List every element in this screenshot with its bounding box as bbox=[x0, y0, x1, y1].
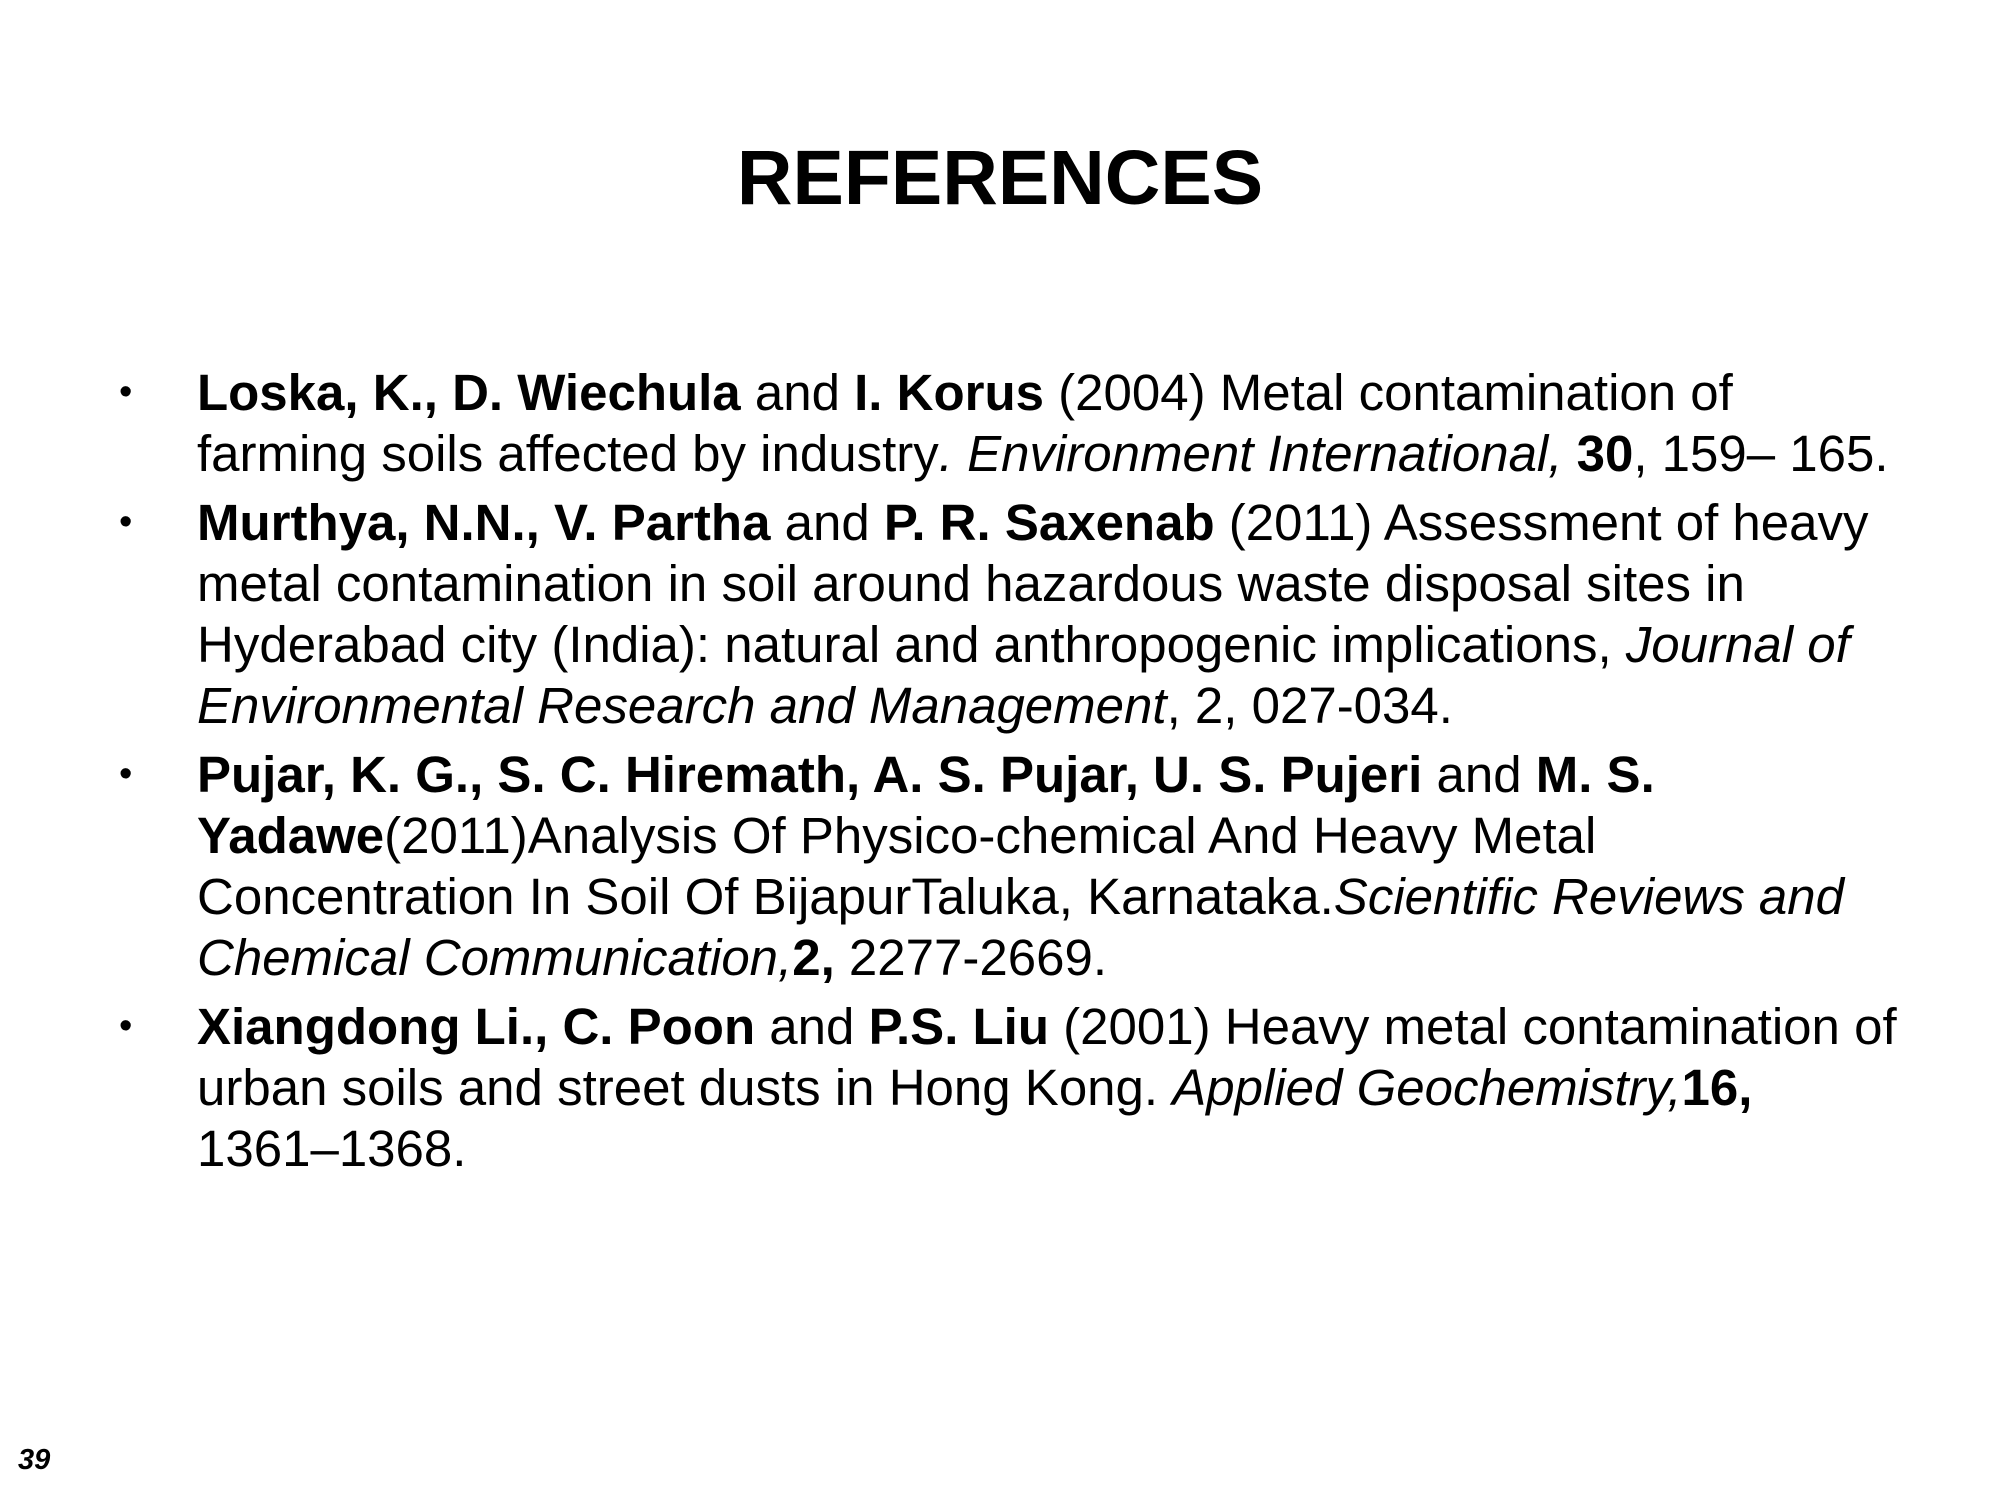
reference-list bbox=[119, 362, 1897, 1187]
reference-body: (2011) Assessment of heavy metal contamination in soil around hazardous waste disposal sites in Hyderabad city (India): natural and anthropogenic implications, bbox=[197, 494, 1869, 673]
reference-authors: P. R. Saxenab bbox=[883, 494, 1215, 551]
reference-pages: 2277-2669. bbox=[834, 929, 1107, 986]
reference-volume: 2, bbox=[792, 929, 835, 986]
reference-conjunction: and bbox=[755, 998, 869, 1055]
reference-item-loska bbox=[119, 362, 1897, 484]
reference-authors: M. S. Yadawe bbox=[197, 746, 1655, 864]
reference-authors: I. Korus bbox=[854, 364, 1044, 421]
reference-volume: 16, bbox=[1681, 1059, 1753, 1116]
reference-pages: , 159– 165. bbox=[1633, 425, 1889, 482]
reference-journal: Applied Geochemistry, bbox=[1172, 1059, 1682, 1116]
reference-pages: , 2, 027-034. bbox=[1166, 677, 1453, 734]
reference-authors: Pujar, K. G., S. C. Hiremath, A. S. Pujar, U. S. Pujeri bbox=[197, 746, 1423, 803]
page-title: REFERENCES bbox=[736, 135, 1264, 221]
page-number: 39 bbox=[18, 1444, 51, 1476]
reference-pages: 1361–1368. bbox=[197, 1120, 467, 1177]
reference-authors: P.S. Liu bbox=[868, 998, 1050, 1055]
reference-journal: . Environment International, bbox=[938, 425, 1563, 482]
reference-body: (2004) Metal contamination of farming soils affected by industry bbox=[197, 364, 1733, 482]
reference-item-pujar bbox=[119, 744, 1897, 988]
bullet-icon: • bbox=[119, 1005, 133, 1047]
bullet-icon: • bbox=[119, 371, 133, 413]
reference-authors: Loska, K., D. Wiechula bbox=[197, 364, 741, 421]
reference-volume: 30 bbox=[1562, 425, 1634, 482]
reference-text bbox=[197, 746, 1844, 986]
reference-journal: Journal of Environmental Research and Management bbox=[197, 616, 1850, 734]
reference-item-xiangdong bbox=[119, 996, 1897, 1179]
reference-text bbox=[197, 494, 1869, 734]
reference-authors: Murthya, N.N., V. Partha bbox=[197, 494, 771, 551]
reference-item-murthya bbox=[119, 492, 1897, 736]
reference-body: (2011)Analysis Of Physico-chemical And Heavy Metal Concentration In Soil Of BijapurTaluka, Karnataka. bbox=[197, 807, 1597, 925]
reference-body: (2001) Heavy metal contamination of urban soils and street dusts in Hong Kong. bbox=[197, 998, 1897, 1116]
reference-conjunction: and bbox=[770, 494, 884, 551]
reference-journal: Scientific Reviews and Chemical Communication, bbox=[197, 868, 1845, 986]
reference-text bbox=[197, 998, 1897, 1177]
reference-text bbox=[197, 364, 1889, 482]
reference-authors: Xiangdong Li., C. Poon bbox=[197, 998, 756, 1055]
reference-conjunction: and bbox=[740, 364, 855, 421]
bullet-icon: • bbox=[119, 753, 133, 795]
reference-conjunction: and bbox=[1422, 746, 1536, 803]
bullet-icon: • bbox=[119, 501, 133, 543]
